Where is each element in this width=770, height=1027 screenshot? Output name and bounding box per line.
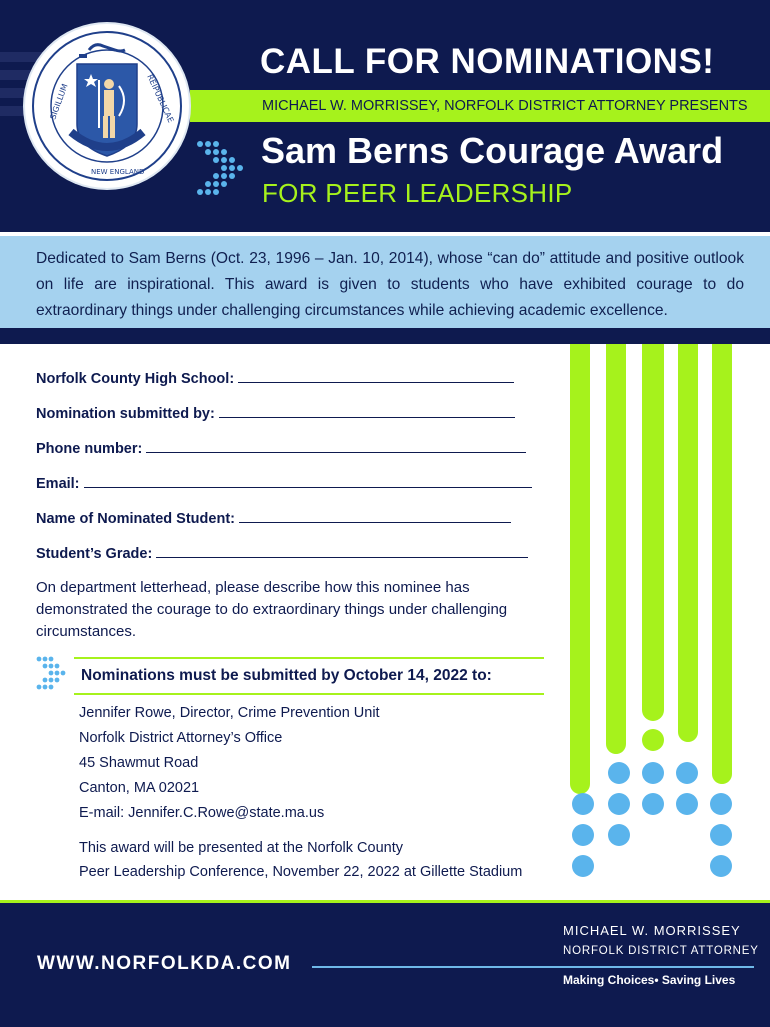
decorative-bars [560,344,770,904]
nominations-heading: Nominations must be submitted by October 14, 2022 to: [81,667,492,684]
divider [0,328,770,344]
field-label: Phone number: [36,441,143,457]
blank-line[interactable] [219,403,515,418]
header-banner [0,0,770,232]
award-subtitle: FOR PEER LEADERSHIP [262,178,573,208]
field-label: Student’s Grade: [36,546,153,562]
presents-line: MICHAEL W. MORRISSEY, NORFOLK DISTRICT ATTORNEY PRESENTS [262,98,748,114]
field-phone[interactable] [36,438,526,457]
field-label: Email: [36,476,80,492]
footer-name: MICHAEL W. MORRISSEY [563,923,741,938]
seal-text-bottom: NEW ENGLAND [91,168,145,176]
intro-text: Dedicated to Sam Berns (Oct. 23, 1996 – Jan. 10, 2014), whose “can do” attitude and positive outlook on life are inspirational. This award is given to students who have exhibited courage to do extraordinary things under challenging circumstances while achieving academic excellence. [36,250,744,319]
description-text: On department letterhead, please describe how this nominee has demonstrated the courage to do extraordinary things under challenging circumstances. [36,579,508,640]
contact-line: 45 Shawmut Road [79,755,199,771]
footer [0,900,770,1027]
field-submitted-by[interactable] [36,403,515,422]
nominations-deadline-box [74,657,544,695]
dot-arrow-icon [36,656,76,696]
blank-line[interactable] [238,368,514,383]
contact-email[interactable]: E-mail: Jennifer.C.Rowe@state.ma.us [79,805,325,821]
seal-icon [25,24,189,188]
contact-line: Canton, MA 02021 [79,780,200,796]
presentation-line: This award will be presented at the Norfolk County [79,840,403,856]
award-name: Sam Berns Courage Award [261,130,724,171]
field-label: Norfolk County High School: [36,371,235,387]
field-student-name[interactable] [36,508,511,527]
field-email[interactable] [36,473,532,492]
blank-line[interactable] [239,508,511,523]
contact-line: Norfolk District Attorney’s Office [79,730,283,746]
page-title: CALL FOR NOMINATIONS! [260,42,715,81]
field-student-grade[interactable] [36,543,528,562]
seal-text-left: SIGILLUM [48,82,70,121]
field-high-school[interactable] [36,368,514,387]
blank-line[interactable] [146,438,526,453]
intro-panel [0,236,770,328]
field-label: Name of Nominated Student: [36,511,235,527]
website-link[interactable]: WWW.NORFOLKDA.COM [37,953,292,974]
massachusetts-seal [25,24,189,188]
presentation-line: Peer Leadership Conference, November 22, 2022 at Gillette Stadium [79,864,523,880]
blank-line[interactable] [84,473,532,488]
field-label: Nomination submitted by: [36,406,215,422]
contact-line: Jennifer Rowe, Director, Crime Prevention Unit [79,705,380,721]
footer-divider [312,966,754,968]
footer-title: NORFOLK DISTRICT ATTORNEY [563,945,759,957]
seal-text-right: REIPUBLICAE [145,73,176,125]
blank-line[interactable] [156,543,528,558]
footer-tagline: Making Choices• Saving Lives [563,973,736,987]
dot-arrow-icon [196,140,248,196]
